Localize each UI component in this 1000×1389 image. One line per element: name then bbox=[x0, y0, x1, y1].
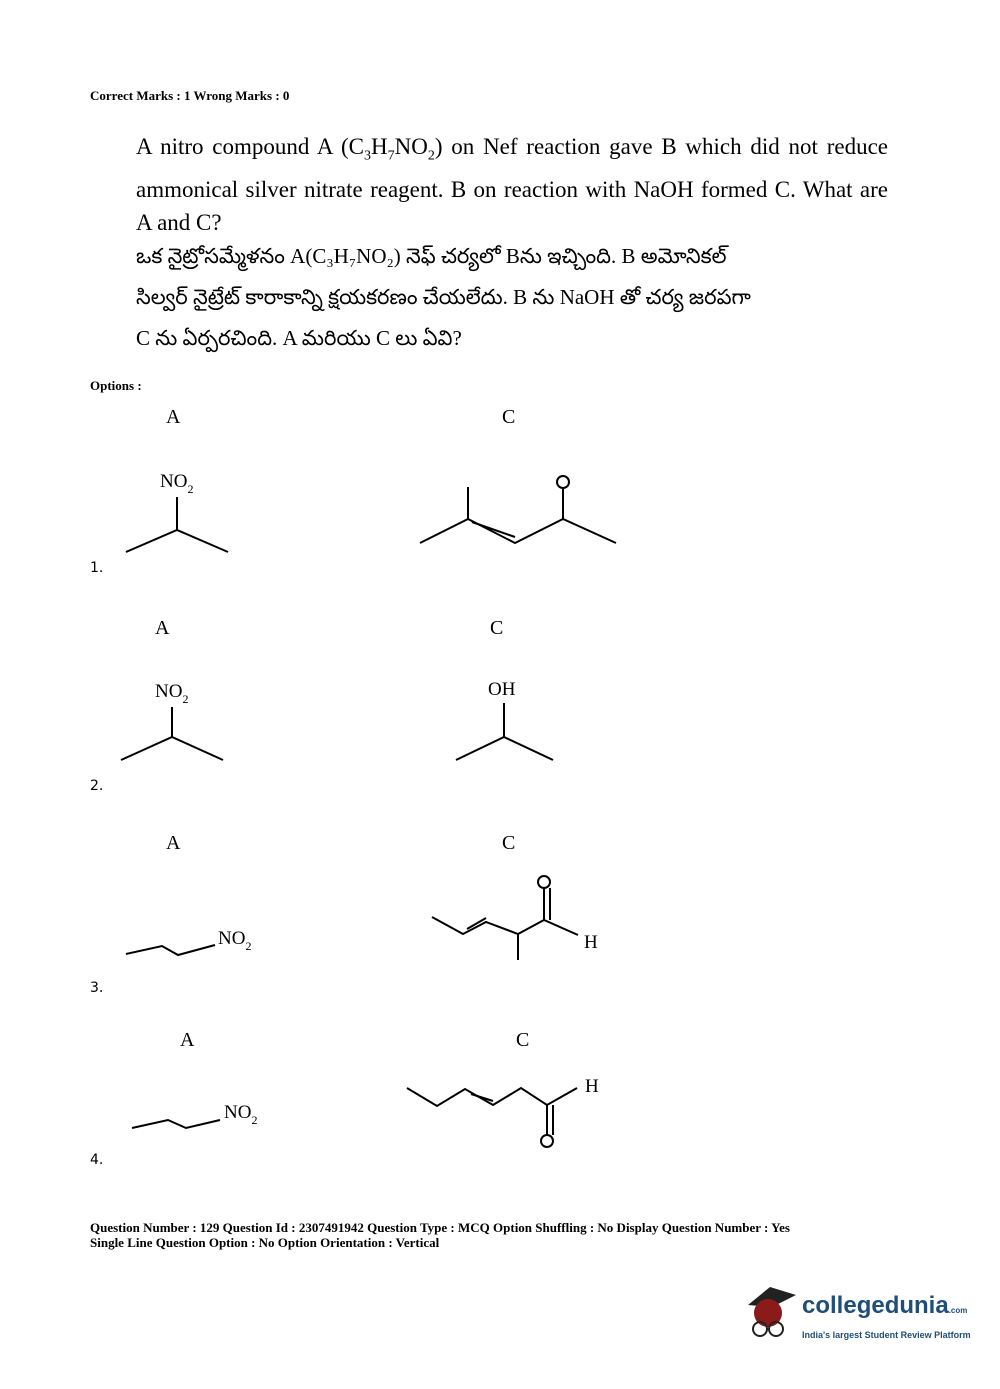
collegedunia-mascot-icon bbox=[742, 1283, 802, 1345]
option-4-a-label: A bbox=[180, 1029, 195, 1051]
svg-text:NO2: $NO_2$ bbox=[160, 471, 194, 496]
options-label: Options : bbox=[90, 378, 142, 393]
footer-line-2: Single Line Question Option : No Option Orientation : Vertical bbox=[90, 1235, 440, 1250]
question-text-telugu-line-3: C ను ఏర్పరచింది. A మరియు C లు ఏవి? bbox=[136, 326, 462, 350]
option-3-number[interactable]: 3. bbox=[90, 980, 104, 996]
svg-text:OH: OH bbox=[488, 679, 516, 700]
question-text-telugu-line-2: సిల్వర్ నైట్రేట్ కారాకాన్ని క్షయకరణం చేయలేదు. B ను NaOH తో చర్య జరపగా bbox=[136, 285, 751, 309]
option-1-a-label: A bbox=[166, 406, 181, 428]
option-4-structure-a bbox=[128, 1092, 278, 1137]
option-4-structure-c bbox=[405, 1070, 615, 1155]
svg-text:H: H bbox=[584, 932, 598, 953]
option-2-c-label: C bbox=[490, 617, 504, 639]
footer-line-1: Question Number : 129 Question Id : 2307491942 Question Type : MCQ Option Shuffling : No Display Question Number : Yes bbox=[90, 1220, 790, 1235]
option-4-number[interactable]: 4. bbox=[90, 1152, 104, 1168]
marks-info: Correct Marks : 1 Wrong Marks : 0 bbox=[90, 88, 290, 103]
option-3-structure-a bbox=[122, 920, 272, 965]
option-1-c-label: C bbox=[502, 406, 516, 428]
svg-text:NO2: $NO_2$ bbox=[218, 928, 252, 953]
collegedunia-logo-text: collegedunia.com bbox=[802, 1292, 968, 1319]
option-2-structure-a bbox=[115, 675, 235, 770]
svg-text:NO2: $NO_2$ bbox=[155, 681, 189, 706]
option-2-a-label: A bbox=[155, 617, 170, 639]
option-1-structure-a bbox=[120, 465, 240, 560]
question-text-telugu-line-1: ఒక నైట్రోసమ్మేళనం A(C₃H₇NO₂) నెఫ్ చర్యలో Bను ఇచ్చింది. B అమోనికల్ bbox=[136, 244, 727, 268]
option-2-structure-c bbox=[450, 675, 570, 770]
svg-text:H: H bbox=[585, 1076, 599, 1097]
svg-text:NO2: $NO_2$ bbox=[224, 1102, 258, 1127]
option-1-number[interactable]: 1. bbox=[90, 560, 104, 576]
option-1-structure-c bbox=[415, 470, 625, 555]
option-4-c-label: C bbox=[516, 1029, 530, 1051]
option-3-structure-c bbox=[428, 872, 608, 962]
collegedunia-tagline: India's largest Student Review Platform bbox=[802, 1330, 971, 1340]
option-3-a-label: A bbox=[166, 832, 181, 854]
question-metadata-footer bbox=[90, 1220, 910, 1250]
option-3-c-label: C bbox=[502, 832, 516, 854]
question-text-english: A nitro compound A $(C_3H_7NO_2)$ on Nef reaction gave B which did not reduce ammonical silver nitrate reagent. B on reaction with NaOH formed C. What are A and C? bbox=[136, 134, 888, 235]
option-2-number[interactable]: 2. bbox=[90, 778, 104, 794]
